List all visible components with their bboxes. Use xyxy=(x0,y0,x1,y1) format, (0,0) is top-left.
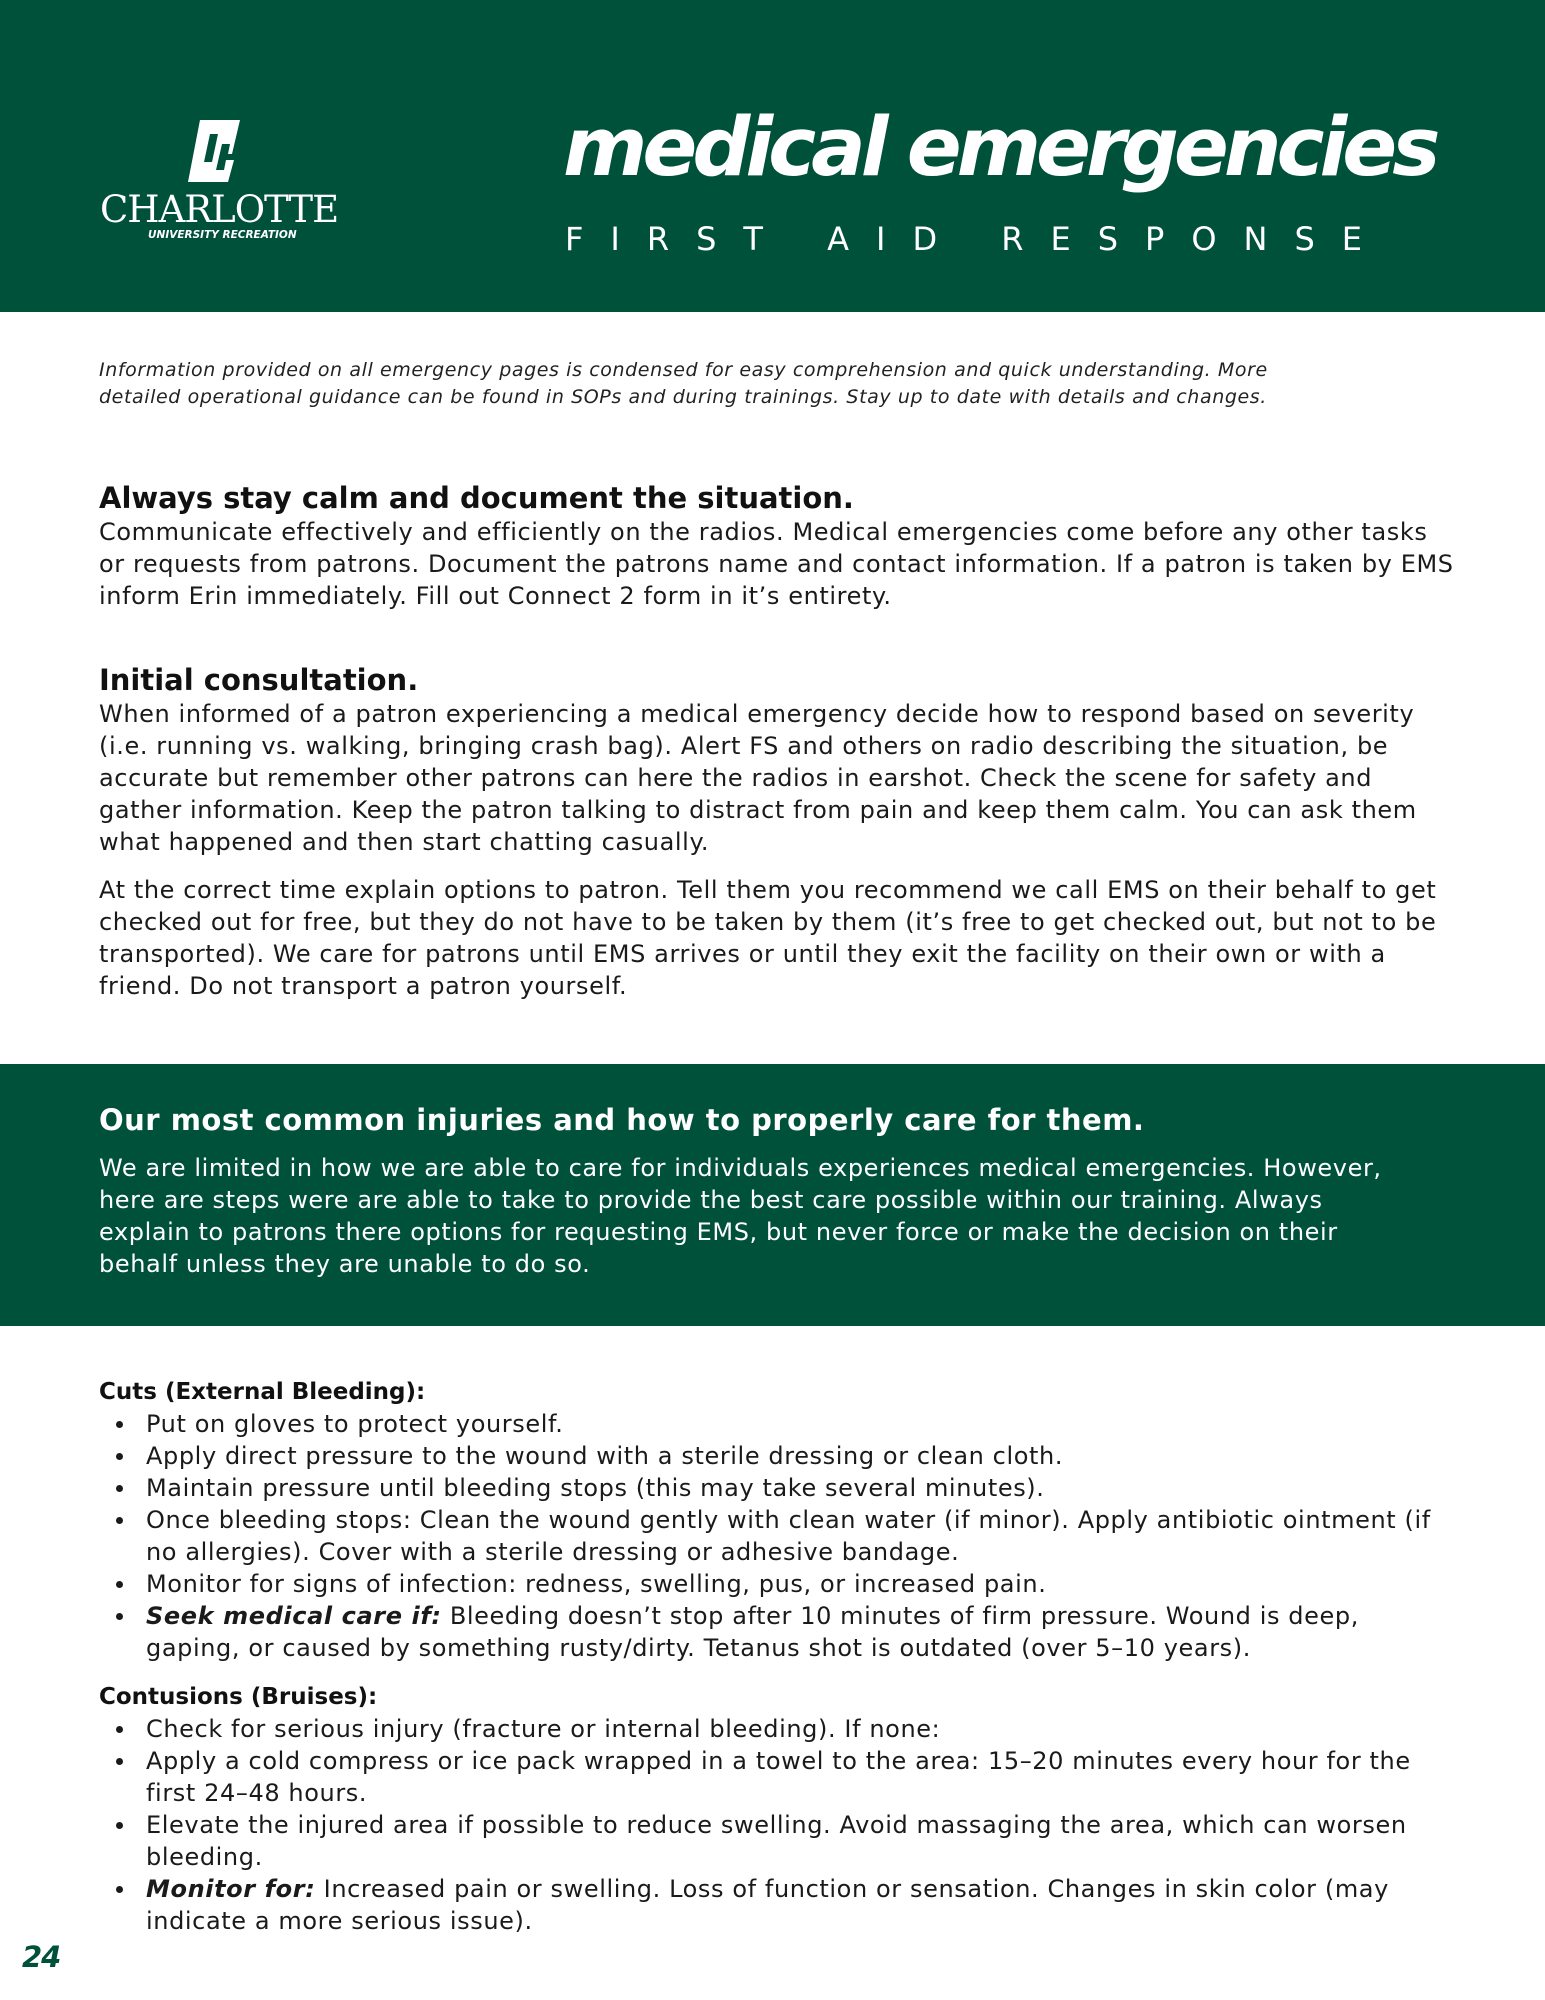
list-item-monitor xyxy=(99,1873,1459,1937)
header-band xyxy=(0,0,1545,312)
list-item: Maintain pressure until bleeding stops (this may take several minutes). xyxy=(99,1472,1459,1504)
logo-subtitle: UNIVERSITY RECREATION xyxy=(148,229,297,241)
list-item: Apply a cold compress or ice pack wrapped in a towel to the area: 15–20 minutes every hour for the first 24–48 hours. xyxy=(99,1745,1459,1809)
list-item: Once bleeding stops: Clean the wound gently with clean water (if minor). Apply antibiotic ointment (if no allergies). Cover with a sterile dressing or adhesive bandage. xyxy=(99,1504,1459,1568)
section-initial-consultation xyxy=(99,662,1459,1002)
page-number: 24 xyxy=(22,1940,61,1974)
list-item: Monitor for signs of infection: redness, swelling, pus, or increased pain. xyxy=(99,1568,1459,1600)
charlotte-c-logo-icon xyxy=(186,118,244,184)
monitor-text: Increased pain or swelling. Loss of function or sensation. Changes in skin color (may indicate a more serious issue). xyxy=(146,1875,1389,1935)
list-item: Put on gloves to protect yourself. xyxy=(99,1408,1459,1440)
cuts-list xyxy=(99,1408,1459,1664)
band-heading: Our most common injuries and how to properly care for them. xyxy=(99,1103,1145,1137)
cuts-care-section xyxy=(99,1376,1459,1664)
list-item: Check for serious injury (fracture or internal bleeding). If none: xyxy=(99,1713,1459,1745)
section-stay-calm xyxy=(99,480,1459,612)
seek-care-label: Seek medical care if: xyxy=(146,1602,442,1630)
bruises-list xyxy=(99,1713,1459,1937)
logo-wordmark: CHARLOTTE xyxy=(100,188,339,231)
page-title: medical emergencies xyxy=(563,101,1436,195)
bruises-heading: Contusions (Bruises): xyxy=(99,1684,378,1710)
list-item: Elevate the injured area if possible to reduce swelling. Avoid massaging the area, which can worsen bleeding. xyxy=(99,1809,1459,1873)
charlotte-logo xyxy=(100,118,339,248)
section-heading: Always stay calm and document the situation. xyxy=(99,481,854,515)
page-subtitle: FIRST AID RESPONSE xyxy=(565,220,1389,258)
seek-care-text: Bleeding doesn’t stop after 10 minutes of firm pressure. Wound is deep, gaping, or caused by something rusty/dirty. Tetanus shot is outdated (over 5–10 years). xyxy=(146,1602,1359,1662)
section-paragraph: When informed of a patron experiencing a medical emergency decide how to respond based on severity (i.e. running vs. walking, bringing crash bag). Alert FS and others on radio describing the situation, be accurate but remember other patrons can here the radios in earshot. Check the scene for safety and gather information. Keep the patron talking to distract from pain and keep them calm. You can ask them what happened and then start chatting casually. xyxy=(99,700,1417,856)
section-heading: Initial consultation. xyxy=(99,663,419,697)
monitor-label: Monitor for: xyxy=(146,1875,316,1903)
common-injuries-band xyxy=(0,1064,1545,1326)
list-item-seek-care xyxy=(99,1600,1459,1664)
section-paragraph: At the correct time explain options to patron. Tell them you recommend we call EMS on their behalf to get checked out for free, but they do not have to be taken by them (it’s free to get checked out, but not to be transported). We care for patrons until EMS arrives or until they exit the facility on their own or with a friend. Do not transport a patron yourself. xyxy=(99,876,1437,1000)
list-item: Apply direct pressure to the wound with a sterile dressing or clean cloth. xyxy=(99,1440,1459,1472)
section-paragraph: Communicate effectively and efficiently on the radios. Medical emergencies come before any other tasks or requests from patrons. Document the patrons name and contact information. If a patron is taken by EMS inform Erin immediately. Fill out Connect 2 form in it’s entirety. xyxy=(99,518,1454,610)
intro-note: Information provided on all emergency pages is condensed for easy comprehension and quick understanding. More detailed operational guidance can be found in SOPs and during trainings. Stay up to date with details and changes. xyxy=(99,359,1268,408)
band-text: We are limited in how we are able to care for individuals experiences medical emergencies. However, here are steps were are able to take to provide the best care possible within our training. Always explain to patrons there options for requesting EMS, but never force or make the decision on their behalf unless they are unable to do so. xyxy=(99,1154,1382,1278)
cuts-heading: Cuts (External Bleeding): xyxy=(99,1379,426,1405)
bruises-care-section xyxy=(99,1681,1459,1937)
